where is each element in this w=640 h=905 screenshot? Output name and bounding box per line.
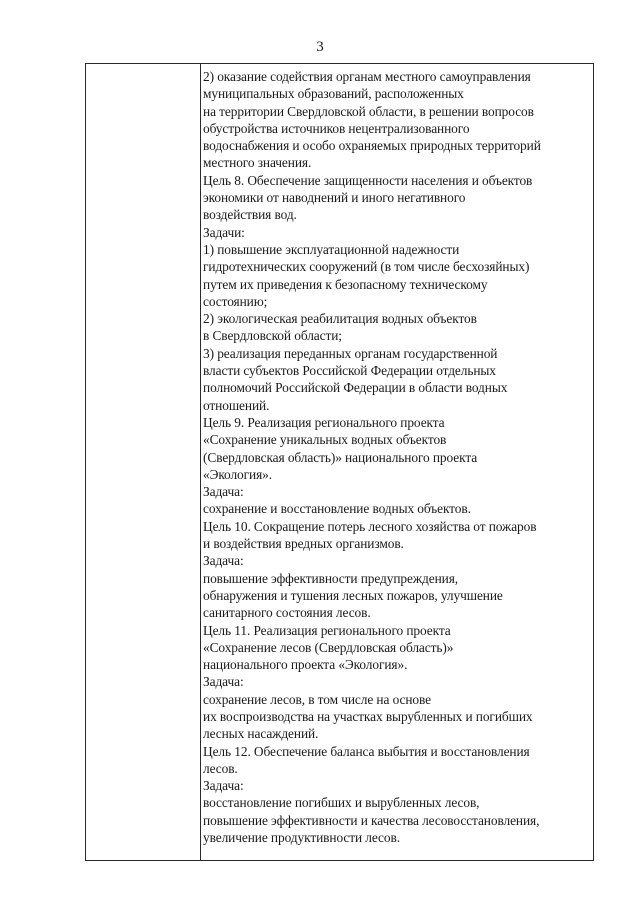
text-line: в Свердловской области;: [203, 328, 342, 344]
text-line: повышение эффективности и качества лесовосстановления,: [203, 812, 540, 828]
text-line: 2) оказание содействия органам местного самоуправления: [203, 69, 531, 84]
text-line: Задача:: [203, 553, 244, 569]
text-line: Задача:: [203, 674, 244, 690]
text-line: «Экология».: [203, 466, 273, 482]
text-line: 3) реализация переданных органам государственной: [203, 345, 498, 361]
text-line: повышение эффективности предупреждения,: [203, 570, 459, 586]
text-line: и воздействия вредных организмов.: [203, 536, 404, 552]
text-line: лесных насаждений.: [203, 726, 319, 742]
text-line: местного значения.: [203, 155, 312, 171]
text-line: водоснабжения и особо охраняемых природных территорий: [203, 138, 541, 154]
text-line: полномочий Российской Федерации в области водных: [203, 380, 508, 396]
document-table: [85, 63, 594, 861]
text-line: муниципальных образований, расположенных: [203, 86, 464, 102]
text-line: 2) экологическая реабилитация водных объектов: [203, 311, 477, 327]
text-line: Цель 10. Сокращение потерь лесного хозяйства от пожаров: [203, 518, 537, 534]
text-line: Цель 12. Обеспечение баланса выбытия и восстановления: [203, 743, 530, 759]
text-line: национального проекта «Экология».: [203, 657, 408, 673]
text-line: Цель 9. Реализация регионального проекта: [203, 414, 445, 430]
text-line: обнаружения и тушения лесных пожаров, улучшение: [203, 587, 503, 603]
text-line: обустройства источников нецентрализованного: [203, 120, 470, 136]
text-line: Задача:: [203, 778, 244, 794]
text-line: экономики от наводнений и иного негативного: [203, 190, 466, 206]
column-divider: [200, 64, 201, 860]
text-line: Задачи:: [203, 224, 245, 240]
text-line: Цель 11. Реализация регионального проекта: [203, 622, 451, 638]
text-line: увеличение продуктивности лесов.: [203, 830, 400, 846]
text-line: (Свердловская область)» национального проекта: [203, 449, 478, 465]
text-line: «Сохранение уникальных водных объектов: [203, 432, 447, 448]
table-right-cell: [203, 68, 593, 846]
text-line: отношений.: [203, 397, 270, 413]
text-line: лесов.: [203, 760, 238, 776]
page-number: 3: [316, 39, 324, 55]
text-line: состоянию;: [203, 293, 268, 309]
text-line: власти субъектов Российской Федерации отдельных: [203, 363, 496, 379]
text-line: их воспроизводства на участках вырубленных и погибших: [203, 708, 533, 724]
text-line: воздействия вод.: [203, 207, 297, 223]
text-line: сохранение лесов, в том числе на основе: [203, 691, 431, 707]
text-line: путем их приведения к безопасному техническому: [203, 276, 488, 292]
text-line: «Сохранение лесов (Свердловская область)»: [203, 639, 454, 655]
text-line: санитарного состояния лесов.: [203, 605, 371, 621]
text-line: на территории Свердловской области, в решении вопросов: [203, 103, 534, 119]
text-line: Цель 8. Обеспечение защищенности населения и объектов: [203, 172, 533, 188]
text-line: сохранение и восстановление водных объектов.: [203, 501, 471, 517]
text-line: гидротехнических сооружений (в том числе бесхозяйных): [203, 259, 530, 275]
text-line: 1) повышение эксплуатационной надежности: [203, 241, 460, 257]
text-line: восстановление погибших и вырубленных лесов,: [203, 795, 480, 811]
text-line: Задача:: [203, 484, 244, 500]
table-left-cell: [86, 64, 200, 860]
